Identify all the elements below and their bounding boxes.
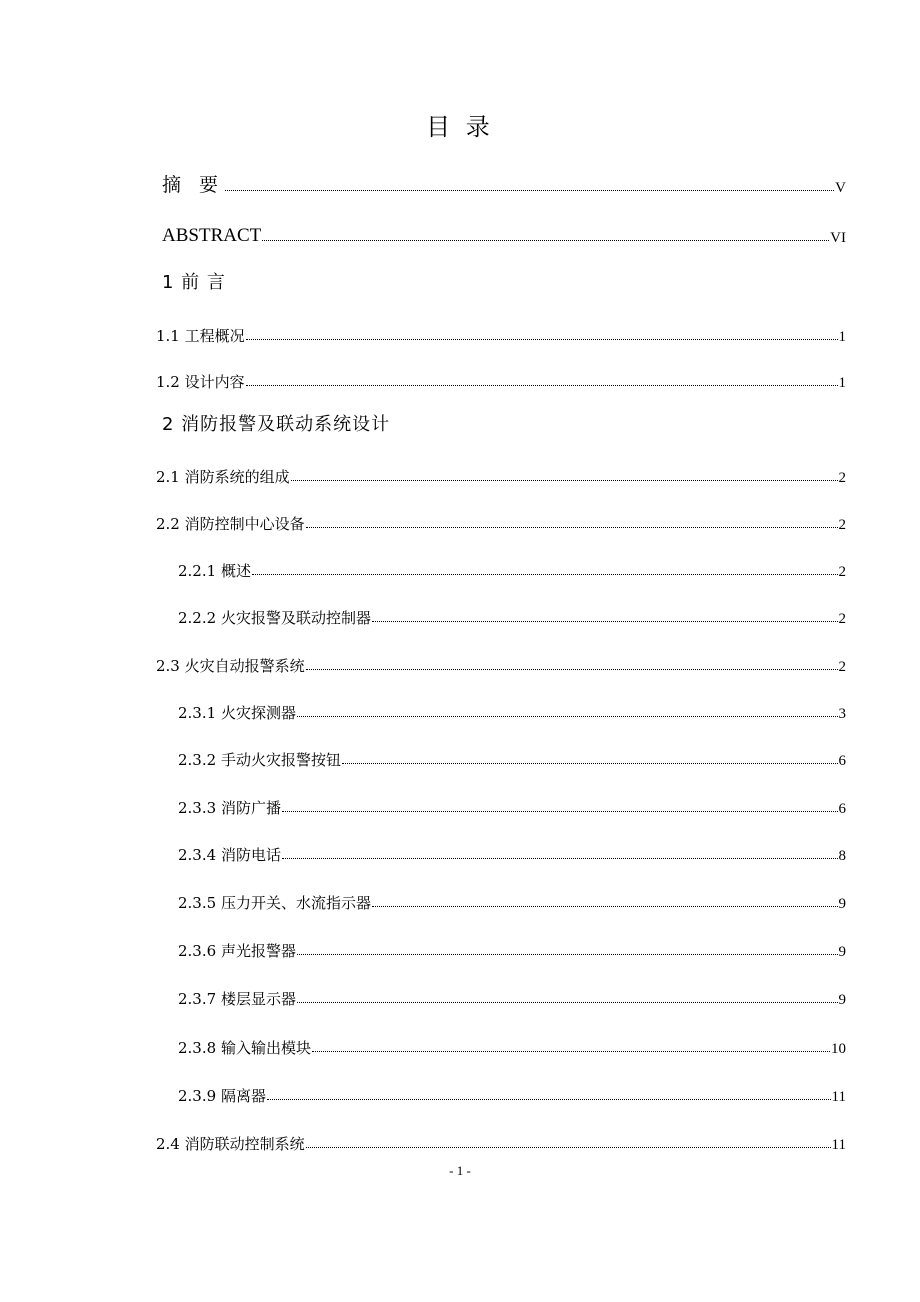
leader-dots xyxy=(262,240,829,241)
toc-page-number: 2 xyxy=(838,564,846,580)
leader-dots xyxy=(306,669,838,670)
toc-entry-label: 2.3.2 手动火灾报警按钮 xyxy=(178,751,341,769)
leader-dots xyxy=(282,858,838,859)
toc-entry[interactable] xyxy=(156,650,846,676)
toc-page-number: 11 xyxy=(831,1089,846,1105)
toc-entry-label: 2.3.3 消防广播 xyxy=(178,799,281,817)
leader-dots xyxy=(372,906,838,907)
toc-page-number: 6 xyxy=(838,801,846,817)
toc-entry[interactable] xyxy=(178,1032,846,1058)
toc-entry-label: 2.1 消防系统的组成 xyxy=(156,468,290,486)
toc-entry[interactable] xyxy=(156,1128,846,1154)
toc-page-number: 9 xyxy=(838,896,846,912)
toc-entry-label: 1.2 设计内容 xyxy=(156,373,245,391)
toc-entry[interactable] xyxy=(178,792,846,818)
toc-entry-label: 摘 要 xyxy=(162,174,225,196)
toc-entry[interactable] xyxy=(156,508,846,534)
toc-page-number: 8 xyxy=(838,848,846,864)
toc-entry-abstract-en[interactable] xyxy=(162,221,846,247)
toc-page-number: 2 xyxy=(838,611,846,627)
toc-entry[interactable] xyxy=(178,887,846,913)
toc-entry[interactable] xyxy=(178,744,846,770)
toc-entry[interactable] xyxy=(178,697,846,723)
toc-entry[interactable] xyxy=(178,839,846,865)
toc-entry-label: 2.4 消防联动控制系统 xyxy=(156,1135,305,1153)
leader-dots xyxy=(246,339,838,340)
toc-page-number: 9 xyxy=(838,944,846,960)
toc-page-number: 1 xyxy=(838,329,846,345)
page-title: 目 录 xyxy=(426,113,494,141)
toc-entry[interactable] xyxy=(156,366,846,392)
toc-entry[interactable] xyxy=(156,461,846,487)
toc-entry[interactable] xyxy=(178,555,846,581)
toc-entry[interactable] xyxy=(178,602,846,628)
chapter-heading[interactable]: 2 消防报警及联动系统设计 xyxy=(162,414,391,435)
chapter-heading[interactable]: 1 前 言 xyxy=(162,272,226,293)
leader-dots xyxy=(312,1051,830,1052)
toc-entry-abstract-cn[interactable] xyxy=(162,171,846,197)
toc-page-number: 2 xyxy=(838,517,846,533)
leader-dots xyxy=(297,954,838,955)
toc-entry[interactable] xyxy=(156,320,846,346)
toc-page-number: V xyxy=(835,180,846,196)
toc-entry-label: 2.3.7 楼层显示器 xyxy=(178,990,296,1008)
toc-page-number: 2 xyxy=(838,470,846,486)
toc-entry-label: 2.3.6 声光报警器 xyxy=(178,942,296,960)
toc-entry-label: 2.3.1 火灾探测器 xyxy=(178,704,296,722)
toc-entry[interactable] xyxy=(178,1080,846,1106)
leader-dots xyxy=(267,1099,831,1100)
toc-page-number: 10 xyxy=(831,1041,846,1057)
toc-entry-label: 2.2.2 火灾报警及联动控制器 xyxy=(178,609,371,627)
leader-dots xyxy=(306,1147,831,1148)
toc-entry[interactable] xyxy=(178,935,846,961)
toc-entry-label: 2.3.9 隔离器 xyxy=(178,1087,266,1105)
toc-page-number: 9 xyxy=(838,992,846,1008)
toc-entry-label: 2.3.5 压力开关、水流指示器 xyxy=(178,894,371,912)
leader-dots xyxy=(252,574,838,575)
toc-page-number: 6 xyxy=(838,753,846,769)
leader-dots xyxy=(342,763,838,764)
toc-entry-label: 2.3.8 输入输出模块 xyxy=(178,1039,311,1057)
page-footer-number: - 1 - xyxy=(449,1163,471,1178)
leader-dots xyxy=(225,190,834,191)
leader-dots xyxy=(297,1002,838,1003)
toc-page-number: 1 xyxy=(838,375,846,391)
toc-entry-label: 2.3.4 消防电话 xyxy=(178,846,281,864)
leader-dots xyxy=(246,385,838,386)
toc-entry-label: ABSTRACT xyxy=(162,225,262,246)
leader-dots xyxy=(306,527,838,528)
leader-dots xyxy=(372,621,838,622)
toc-entry-label: 2.3 火灾自动报警系统 xyxy=(156,657,305,675)
toc-entry-label: 1.1 工程概况 xyxy=(156,327,245,345)
toc-page-number: 11 xyxy=(831,1137,846,1153)
toc-page-number: VI xyxy=(830,230,846,246)
leader-dots xyxy=(282,811,838,812)
toc-entry-label: 2.2.1 概述 xyxy=(178,562,251,580)
leader-dots xyxy=(291,480,838,481)
toc-page-number: 2 xyxy=(838,659,846,675)
toc-page-number: 3 xyxy=(838,706,846,722)
toc-entry-label: 2.2 消防控制中心设备 xyxy=(156,515,305,533)
toc-entry[interactable] xyxy=(178,983,846,1009)
leader-dots xyxy=(297,716,838,717)
